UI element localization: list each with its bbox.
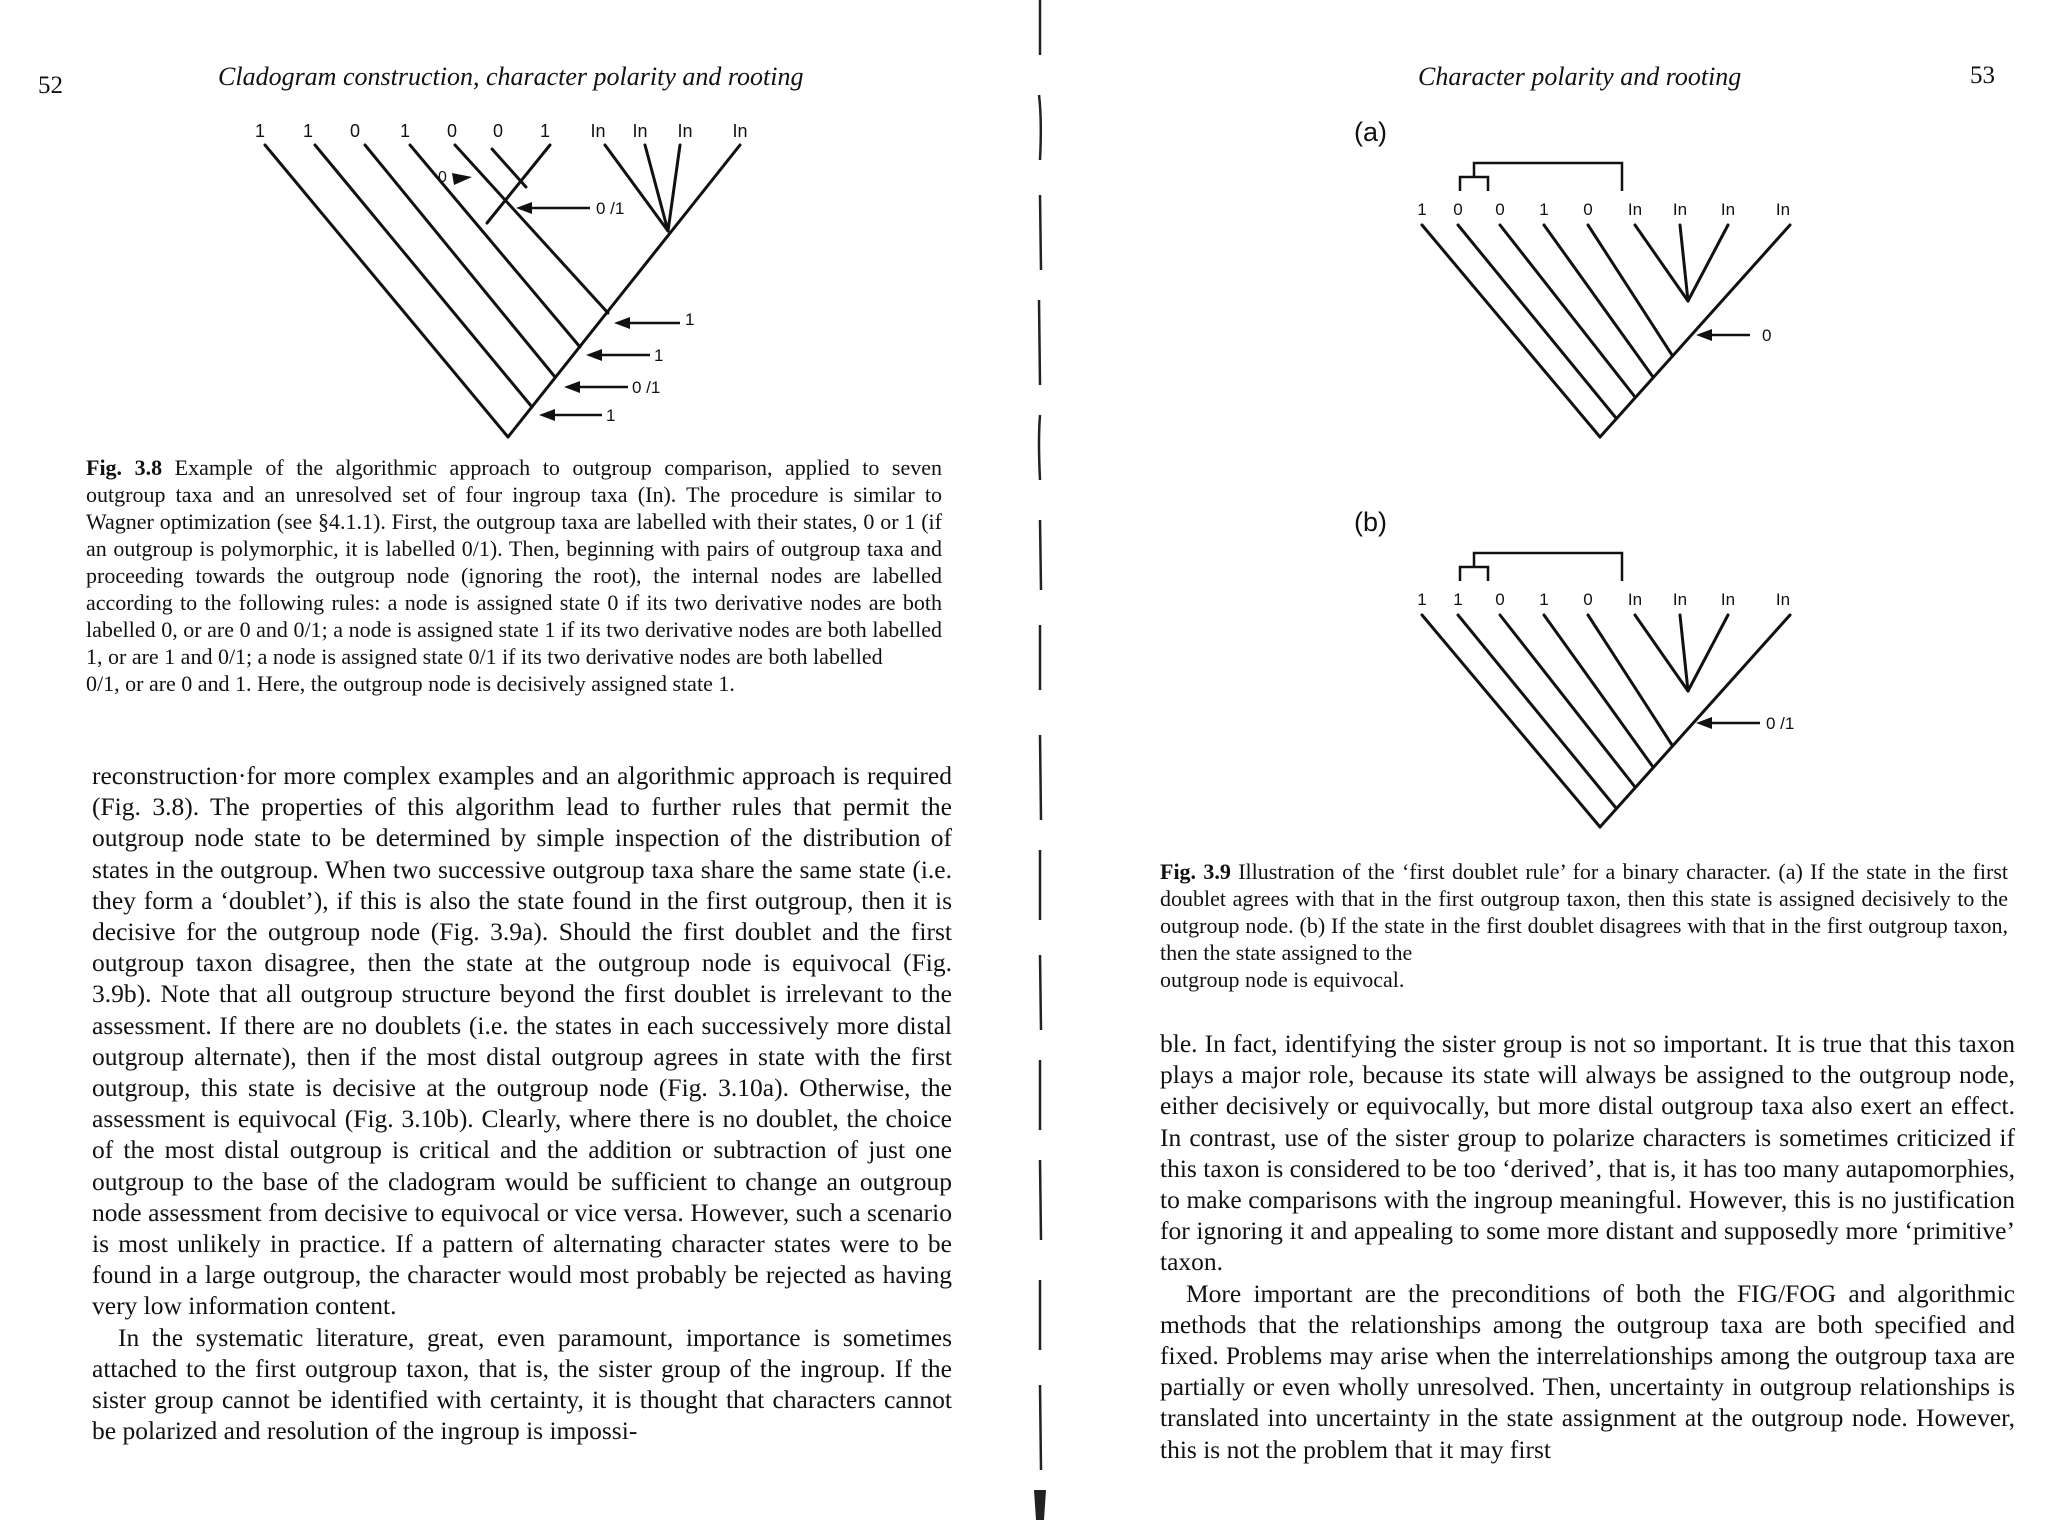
taxon-state-label: In (1627, 590, 1643, 609)
taxon-state-label: 1 (1417, 200, 1427, 219)
figure-3-8 (240, 115, 800, 455)
figure-caption (86, 454, 942, 697)
cladogram-diagram (240, 115, 800, 455)
caption-text: Illustration of the ‘first doublet rule’ for a binary character. (a) If the state in the first doublet agrees with that in the first outgroup taxon, then this state is assigned decisively to the outgroup node. (b) If the state in the first doublet disagrees with that in the first outgroup taxon, then the state assigned to the (1160, 859, 2009, 965)
book-gutter (1030, 0, 1050, 1520)
paragraph: ble. In fact, identifying the sister group is not so important. It is true that this taxon plays a major role, because its state will always be assigned to the outgroup node, either decisively or equivocally, but more distal outgroup taxa also exert an effect. In contrast, use of the sister group to polarize characters is sometimes criticized if this taxon is considered to be too ‘derived’, that is, it has too many autapomorphies, to make comparisons with the ingroup meaningful. However, this is no justification for ignoring it and appealing to some more distant and supposedly more ‘primitive’ taxon. (1160, 1029, 2015, 1277)
branch-line (508, 145, 740, 437)
figure-caption (1160, 858, 2008, 993)
taxon-state-label: In (1627, 200, 1643, 219)
arrow-label: 1 (685, 310, 695, 329)
cladogram-diagram (1350, 115, 1870, 445)
taxon-state-label: 0 (1453, 200, 1463, 219)
branch-line (410, 145, 580, 347)
taxon-state-label: In (1720, 590, 1736, 609)
taxon-state-label: 0 (1583, 200, 1593, 219)
page-number: 53 (1970, 62, 1995, 89)
page-number: 52 (38, 72, 63, 99)
taxon-state-label: In (1672, 590, 1688, 609)
figure-label: Fig. 3.9 (1160, 859, 1231, 884)
taxon-state-label: In (590, 121, 606, 141)
arrow-head-icon (1696, 329, 1712, 341)
gutter-shadow (1030, 0, 1050, 1520)
taxon-state-label: In (1672, 200, 1688, 219)
paragraph: More important are the preconditions of both the FIG/FOG and algorithmic methods that the relationships among the outgroup taxa are both specified and fixed. Problems may arise when the interrelationships among the outgroup taxa are partially or even wholly unresolved. Then, uncertainty in outgroup relationships is translated into uncertainty in the state assignment at the outgroup node. However, this is not the problem that it may first (1160, 1278, 2015, 1464)
arrow-label: 1 (606, 406, 616, 425)
taxon-state-label: 1 (1539, 200, 1549, 219)
panel-label: (a) (1354, 117, 1387, 147)
running-head: Cladogram construction, character polarity and rooting (218, 62, 804, 91)
branch-line (645, 145, 668, 231)
arrow-label: 0 /1 (632, 378, 661, 397)
taxon-state-label: 0 (349, 121, 361, 141)
body-text (92, 760, 952, 1446)
arrow-head-icon (452, 173, 472, 185)
arrow-head-icon (586, 349, 602, 361)
figure-3-9b (1350, 505, 1870, 835)
taxon-state-label: In (732, 121, 748, 141)
taxon-state-label: 0 (1495, 200, 1505, 219)
caption-text: Example of the algorithmic approach to outgroup comparison, applied to seven outgroup taxa and an unresolved set of four ingroup taxa (In). The procedure is similar to Wagner optimization (see §4.1.1). First, the outgroup taxa are labelled with their states, 0 or 1 (if an outgroup is polymorphic, it is labelled 0/1). Then, beginning with pairs of outgroup taxa and proceeding towards the outgroup node (ignoring the root), the internal nodes are labelled according to the following rules: a node is assigned state 0 if its two derivative nodes are both labelled 0, or are 0 and 0/1; a node is assigned state 1 if its two derivative nodes are both labelled 1, or are 1 and 0/1; a node is assigned state 0/1 if its two derivative nodes are both labelled (86, 455, 942, 669)
branch-line (265, 145, 508, 437)
arrow-label: 0 /1 (596, 199, 625, 218)
caption-last-line: 0/1, or are 0 and 1. Here, the outgroup node is decisively assigned state 1. (86, 671, 735, 696)
cladogram-diagram (1350, 505, 1870, 835)
taxon-state-label: 1 (254, 121, 266, 141)
branch-line (487, 145, 550, 223)
figure-label: Fig. 3.8 (86, 455, 163, 480)
taxon-state-label: 1 (539, 121, 551, 141)
right-page (1050, 0, 2048, 1520)
taxon-state-label: 0 (446, 121, 458, 141)
paragraph: In the systematic literature, great, even paramount, importance is sometimes attached to the first outgroup taxon, that is, the sister group of the ingroup. If the sister group cannot be identified with certainty, it is thought that characters cannot be polarized and resolution of the ingroup is impossi- (92, 1322, 952, 1446)
arrow-head-icon (516, 202, 532, 214)
taxon-state-label: 0 (492, 121, 504, 141)
body-text (1160, 1028, 2015, 1465)
arrow-head-icon (564, 381, 580, 393)
taxon-state-label: In (632, 121, 648, 141)
running-head: Character polarity and rooting (1418, 62, 1742, 91)
branch-line (315, 145, 532, 407)
taxon-state-label: In (677, 121, 693, 141)
arrow-label: 0 /1 (1766, 714, 1795, 733)
arrow-label: 0 (1762, 326, 1772, 345)
arrow-head-icon (539, 409, 555, 421)
taxon-state-label: 0 (1495, 590, 1505, 609)
taxon-state-label: 1 (1417, 590, 1427, 609)
panel-label: (b) (1354, 507, 1387, 537)
branch-line (605, 145, 668, 231)
arrow-head-icon (614, 317, 630, 329)
arrow-label: 1 (654, 346, 664, 365)
taxon-state-label: In (1775, 200, 1791, 219)
internal-node-label: 0 (438, 169, 447, 186)
taxon-state-label: In (1720, 200, 1736, 219)
paragraph: reconstruction·for more complex examples and an algorithmic approach is required (Fig. 3.8). The properties of this algorithm lead to further rules that permit the outgroup node state to be determined by simple inspection of the distribution of states in the outgroup. When two successive outgroup taxa share the same state (i.e. they form a ‘doublet’), if this is also the state found in the first outgroup, then it is decisive for the outgroup node (Fig. 3.9a). Should the first doublet and the first outgroup taxon disagree, then the state at the outgroup node is equivocal (Fig. 3.9b). Note that all outgroup structure beyond the first doublet is irrelevant to the assessment. If there are no doublets (i.e. the states in each successively more distal outgroup alternate), then if the most distal outgroup agrees in state with the first outgroup, this state is decisive at the outgroup node (Fig. 3.10a). Otherwise, the assessment is equivocal (Fig. 3.10b). Clearly, where there is no doublet, the choice of the most distal outgroup is critical and the addition or subtraction of just one outgroup to the base of the cladogram would be sufficient to change an outgroup node assessment from decisive to equivocal or vice versa. However, such a scenario is most unlikely in practice. If a pattern of alternating character states were to be found in a large outgroup, the character would most probably be rejected as having very low information content. (92, 761, 952, 1321)
taxon-state-label: 0 (1583, 590, 1593, 609)
branch-line (668, 145, 680, 231)
taxon-state-label: In (1775, 590, 1791, 609)
taxon-state-label: 1 (399, 121, 411, 141)
taxon-state-label: 1 (1453, 590, 1463, 609)
taxon-state-label: 1 (302, 121, 314, 141)
figure-3-9a (1350, 115, 1870, 445)
taxon-state-label: 1 (1539, 590, 1549, 609)
caption-last-line: outgroup node is equivocal. (1160, 967, 1405, 992)
